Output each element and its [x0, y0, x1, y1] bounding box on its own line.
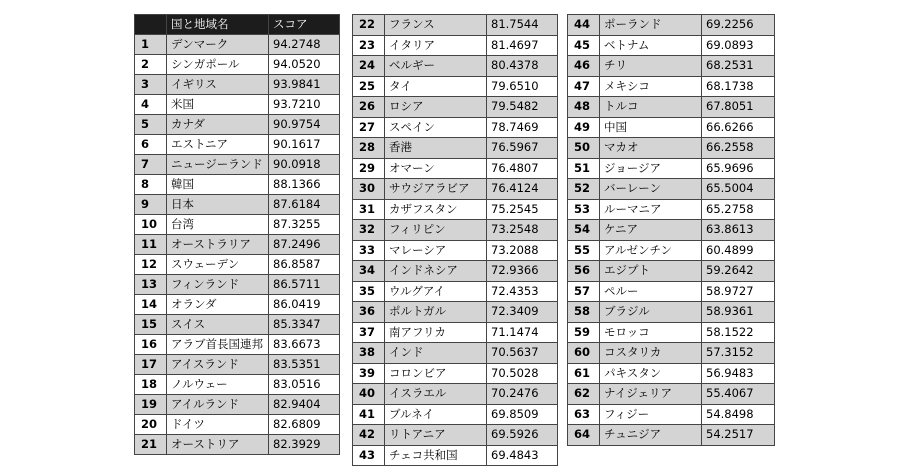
- score-cell: 73.2548: [487, 220, 558, 241]
- score-cell: 70.5028: [487, 363, 558, 384]
- table-row: [135, 315, 340, 335]
- country-cell: ベトナム: [600, 35, 702, 56]
- rank-cell: 15: [135, 315, 167, 335]
- table-row: [353, 281, 558, 302]
- country-cell: パキスタン: [600, 363, 702, 384]
- country-cell: インドネシア: [385, 261, 487, 282]
- rank-cell: 59: [568, 322, 600, 343]
- country-cell: フィジー: [600, 404, 702, 425]
- rank-cell: 36: [353, 302, 385, 323]
- rank-cell: 17: [135, 355, 167, 375]
- rank-cell: 35: [353, 281, 385, 302]
- header-row: [135, 15, 340, 35]
- score-cell: 68.2531: [702, 56, 775, 77]
- country-cell: ロシア: [385, 97, 487, 118]
- table-row: [353, 322, 558, 343]
- score-cell: 67.8051: [702, 97, 775, 118]
- rank-cell: 18: [135, 375, 167, 395]
- country-cell: 米国: [167, 95, 269, 115]
- table-row: [135, 115, 340, 135]
- country-cell: インド: [385, 343, 487, 364]
- table-row: [135, 215, 340, 235]
- score-cell: 57.3152: [702, 343, 775, 364]
- rank-cell: 9: [135, 195, 167, 215]
- table-row: [568, 35, 775, 56]
- rank-cell: 29: [353, 158, 385, 179]
- table-row: [135, 175, 340, 195]
- country-cell: イギリス: [167, 75, 269, 95]
- country-cell: フィリピン: [385, 220, 487, 241]
- score-cell: 83.5351: [269, 355, 340, 375]
- country-cell: コスタリカ: [600, 343, 702, 364]
- rank-cell: 19: [135, 395, 167, 415]
- rank-cell: 55: [568, 240, 600, 261]
- table-row: [353, 384, 558, 405]
- country-cell: バーレーン: [600, 179, 702, 200]
- country-cell: オランダ: [167, 295, 269, 315]
- rank-cell: 7: [135, 155, 167, 175]
- table-row: [568, 240, 775, 261]
- rank-cell: 62: [568, 384, 600, 405]
- table-row: [135, 195, 340, 215]
- country-cell: イスラエル: [385, 384, 487, 405]
- country-cell: サウジアラビア: [385, 179, 487, 200]
- country-cell: チェコ共和国: [385, 445, 487, 466]
- rank-cell: 13: [135, 275, 167, 295]
- table-row: [135, 355, 340, 375]
- rank-cell: 56: [568, 261, 600, 282]
- ranking-table-1: [134, 14, 340, 455]
- rank-cell: 52: [568, 179, 600, 200]
- score-cell: 72.3409: [487, 302, 558, 323]
- rank-cell: 39: [353, 363, 385, 384]
- score-cell: 72.9366: [487, 261, 558, 282]
- score-cell: 86.0419: [269, 295, 340, 315]
- country-cell: ルーマニア: [600, 199, 702, 220]
- table-row: [353, 138, 558, 159]
- table-row: [568, 343, 775, 364]
- table-row: [568, 220, 775, 241]
- country-cell: ブラジル: [600, 302, 702, 323]
- country-cell: ペルー: [600, 281, 702, 302]
- table-row: [353, 158, 558, 179]
- rank-cell: 48: [568, 97, 600, 118]
- score-cell: 73.2088: [487, 240, 558, 261]
- rank-cell: 27: [353, 117, 385, 138]
- score-cell: 83.6673: [269, 335, 340, 355]
- country-cell: メキシコ: [600, 76, 702, 97]
- rank-cell: 8: [135, 175, 167, 195]
- table-row: [353, 179, 558, 200]
- header-rank: [135, 15, 167, 35]
- score-cell: 81.7544: [487, 15, 558, 36]
- score-cell: 83.0516: [269, 375, 340, 395]
- table-row: [568, 138, 775, 159]
- country-cell: アルゼンチン: [600, 240, 702, 261]
- country-cell: シンガポール: [167, 55, 269, 75]
- table-row: [568, 56, 775, 77]
- score-cell: 85.3347: [269, 315, 340, 335]
- table-row: [353, 425, 558, 446]
- table-row: [353, 240, 558, 261]
- rank-cell: 53: [568, 199, 600, 220]
- score-cell: 69.4843: [487, 445, 558, 466]
- country-cell: アイスランド: [167, 355, 269, 375]
- rank-cell: 23: [353, 35, 385, 56]
- table-row: [353, 56, 558, 77]
- score-cell: 54.2517: [702, 425, 775, 446]
- country-cell: ベルギー: [385, 56, 487, 77]
- score-cell: 82.6809: [269, 415, 340, 435]
- score-cell: 90.1617: [269, 135, 340, 155]
- table-row: [135, 275, 340, 295]
- rank-cell: 37: [353, 322, 385, 343]
- table-row: [568, 15, 775, 36]
- score-cell: 70.2476: [487, 384, 558, 405]
- country-cell: 南アフリカ: [385, 322, 487, 343]
- country-cell: ブルネイ: [385, 404, 487, 425]
- table-row: [568, 302, 775, 323]
- score-cell: 90.9754: [269, 115, 340, 135]
- score-cell: 76.5967: [487, 138, 558, 159]
- country-cell: カザフスタン: [385, 199, 487, 220]
- table-row: [568, 404, 775, 425]
- rank-cell: 30: [353, 179, 385, 200]
- rank-cell: 33: [353, 240, 385, 261]
- table-row: [353, 35, 558, 56]
- country-cell: フィンランド: [167, 275, 269, 295]
- table-row: [353, 363, 558, 384]
- score-cell: 66.2558: [702, 138, 775, 159]
- table-row: [353, 445, 558, 466]
- table-row: [353, 343, 558, 364]
- score-cell: 66.6266: [702, 117, 775, 138]
- score-cell: 69.2256: [702, 15, 775, 36]
- country-cell: ポーランド: [600, 15, 702, 36]
- rank-cell: 64: [568, 425, 600, 446]
- country-cell: ニュージーランド: [167, 155, 269, 175]
- rank-cell: 63: [568, 404, 600, 425]
- rank-cell: 10: [135, 215, 167, 235]
- country-cell: ポルトガル: [385, 302, 487, 323]
- rank-cell: 45: [568, 35, 600, 56]
- table-row: [135, 155, 340, 175]
- rank-cell: 38: [353, 343, 385, 364]
- table-row: [135, 235, 340, 255]
- country-cell: エストニア: [167, 135, 269, 155]
- score-cell: 72.4353: [487, 281, 558, 302]
- rank-cell: 26: [353, 97, 385, 118]
- score-cell: 69.8509: [487, 404, 558, 425]
- score-cell: 58.9727: [702, 281, 775, 302]
- score-cell: 93.7210: [269, 95, 340, 115]
- rank-cell: 50: [568, 138, 600, 159]
- table-row: [353, 302, 558, 323]
- rank-cell: 22: [353, 15, 385, 36]
- country-cell: カナダ: [167, 115, 269, 135]
- table-row: [568, 199, 775, 220]
- country-cell: ノルウェー: [167, 375, 269, 395]
- score-cell: 81.4697: [487, 35, 558, 56]
- table-row: [568, 261, 775, 282]
- country-cell: ケニア: [600, 220, 702, 241]
- table-row: [135, 75, 340, 95]
- country-cell: エジプト: [600, 261, 702, 282]
- rank-cell: 2: [135, 55, 167, 75]
- score-cell: 70.5637: [487, 343, 558, 364]
- table-row: [135, 335, 340, 355]
- country-cell: チリ: [600, 56, 702, 77]
- rank-cell: 1: [135, 35, 167, 55]
- rank-cell: 31: [353, 199, 385, 220]
- table-row: [135, 375, 340, 395]
- country-cell: 中国: [600, 117, 702, 138]
- rank-cell: 42: [353, 425, 385, 446]
- score-cell: 79.5482: [487, 97, 558, 118]
- rank-cell: 60: [568, 343, 600, 364]
- rank-cell: 43: [353, 445, 385, 466]
- score-cell: 82.3929: [269, 435, 340, 455]
- country-cell: アイルランド: [167, 395, 269, 415]
- country-cell: イタリア: [385, 35, 487, 56]
- score-cell: 80.4378: [487, 56, 558, 77]
- rank-cell: 40: [353, 384, 385, 405]
- rank-cell: 11: [135, 235, 167, 255]
- table-row: [353, 220, 558, 241]
- score-cell: 76.4807: [487, 158, 558, 179]
- table-row: [568, 322, 775, 343]
- score-cell: 59.2642: [702, 261, 775, 282]
- country-cell: ジョージア: [600, 158, 702, 179]
- score-cell: 87.3255: [269, 215, 340, 235]
- rank-cell: 24: [353, 56, 385, 77]
- score-cell: 58.1522: [702, 322, 775, 343]
- table-row: [135, 255, 340, 275]
- country-cell: ウルグアイ: [385, 281, 487, 302]
- score-cell: 65.9696: [702, 158, 775, 179]
- table-row: [568, 384, 775, 405]
- score-cell: 58.9361: [702, 302, 775, 323]
- country-cell: 韓国: [167, 175, 269, 195]
- score-cell: 76.4124: [487, 179, 558, 200]
- score-cell: 86.5711: [269, 275, 340, 295]
- score-cell: 94.2748: [269, 35, 340, 55]
- table-row: [353, 97, 558, 118]
- table-row: [135, 95, 340, 115]
- country-cell: スウェーデン: [167, 255, 269, 275]
- country-cell: トルコ: [600, 97, 702, 118]
- table-row: [135, 35, 340, 55]
- country-cell: スイス: [167, 315, 269, 335]
- score-cell: 63.8613: [702, 220, 775, 241]
- rank-cell: 5: [135, 115, 167, 135]
- rank-cell: 28: [353, 138, 385, 159]
- score-cell: 78.7469: [487, 117, 558, 138]
- table-row: [353, 199, 558, 220]
- rank-cell: 54: [568, 220, 600, 241]
- header-country: 国と地域名: [167, 15, 269, 35]
- rank-cell: 25: [353, 76, 385, 97]
- rank-cell: 47: [568, 76, 600, 97]
- table-row: [135, 295, 340, 315]
- score-cell: 56.9483: [702, 363, 775, 384]
- country-cell: フランス: [385, 15, 487, 36]
- score-cell: 90.0918: [269, 155, 340, 175]
- country-cell: 香港: [385, 138, 487, 159]
- score-cell: 94.0520: [269, 55, 340, 75]
- score-cell: 65.2758: [702, 199, 775, 220]
- country-cell: ドイツ: [167, 415, 269, 435]
- country-cell: マカオ: [600, 138, 702, 159]
- table-row: [568, 363, 775, 384]
- country-cell: リトアニア: [385, 425, 487, 446]
- table-row: [568, 117, 775, 138]
- score-cell: 69.5926: [487, 425, 558, 446]
- table-row: [135, 135, 340, 155]
- score-cell: 69.0893: [702, 35, 775, 56]
- rank-cell: 32: [353, 220, 385, 241]
- score-cell: 55.4067: [702, 384, 775, 405]
- country-cell: ナイジェリア: [600, 384, 702, 405]
- score-cell: 68.1738: [702, 76, 775, 97]
- country-cell: マレーシア: [385, 240, 487, 261]
- rank-cell: 14: [135, 295, 167, 315]
- country-cell: スペイン: [385, 117, 487, 138]
- rank-cell: 41: [353, 404, 385, 425]
- score-cell: 86.8587: [269, 255, 340, 275]
- rank-cell: 58: [568, 302, 600, 323]
- table-row: [135, 435, 340, 455]
- table-row: [135, 415, 340, 435]
- country-cell: 台湾: [167, 215, 269, 235]
- country-cell: チュニジア: [600, 425, 702, 446]
- rank-cell: 21: [135, 435, 167, 455]
- score-cell: 93.9841: [269, 75, 340, 95]
- table-row: [135, 55, 340, 75]
- table-row: [568, 97, 775, 118]
- country-cell: モロッコ: [600, 322, 702, 343]
- table-row: [568, 425, 775, 446]
- rank-cell: 44: [568, 15, 600, 36]
- rank-cell: 12: [135, 255, 167, 275]
- rank-cell: 20: [135, 415, 167, 435]
- ranking-table-3: [567, 14, 775, 446]
- table-row: [353, 76, 558, 97]
- score-cell: 60.4899: [702, 240, 775, 261]
- rank-cell: 46: [568, 56, 600, 77]
- table-row: [135, 395, 340, 415]
- table-row: [568, 76, 775, 97]
- country-cell: コロンビア: [385, 363, 487, 384]
- rank-cell: 3: [135, 75, 167, 95]
- country-cell: デンマーク: [167, 35, 269, 55]
- rank-cell: 51: [568, 158, 600, 179]
- table-row: [353, 15, 558, 36]
- rank-cell: 16: [135, 335, 167, 355]
- score-cell: 54.8498: [702, 404, 775, 425]
- rank-cell: 49: [568, 117, 600, 138]
- score-cell: 65.5004: [702, 179, 775, 200]
- country-cell: オーストリア: [167, 435, 269, 455]
- table-row: [353, 261, 558, 282]
- score-cell: 79.6510: [487, 76, 558, 97]
- table-row: [568, 179, 775, 200]
- table-row: [353, 404, 558, 425]
- country-cell: タイ: [385, 76, 487, 97]
- country-cell: オマーン: [385, 158, 487, 179]
- rank-cell: 34: [353, 261, 385, 282]
- score-cell: 82.9404: [269, 395, 340, 415]
- table-row: [568, 158, 775, 179]
- table-row: [353, 117, 558, 138]
- ranking-table-2: [352, 14, 558, 466]
- rank-cell: 6: [135, 135, 167, 155]
- score-cell: 75.2545: [487, 199, 558, 220]
- country-cell: 日本: [167, 195, 269, 215]
- country-cell: オーストラリア: [167, 235, 269, 255]
- score-cell: 88.1366: [269, 175, 340, 195]
- header-score: スコア: [269, 15, 340, 35]
- table-row: [568, 281, 775, 302]
- rank-cell: 61: [568, 363, 600, 384]
- score-cell: 71.1474: [487, 322, 558, 343]
- score-cell: 87.2496: [269, 235, 340, 255]
- country-cell: アラブ首長国連邦: [167, 335, 269, 355]
- score-cell: 87.6184: [269, 195, 340, 215]
- rank-cell: 57: [568, 281, 600, 302]
- rank-cell: 4: [135, 95, 167, 115]
